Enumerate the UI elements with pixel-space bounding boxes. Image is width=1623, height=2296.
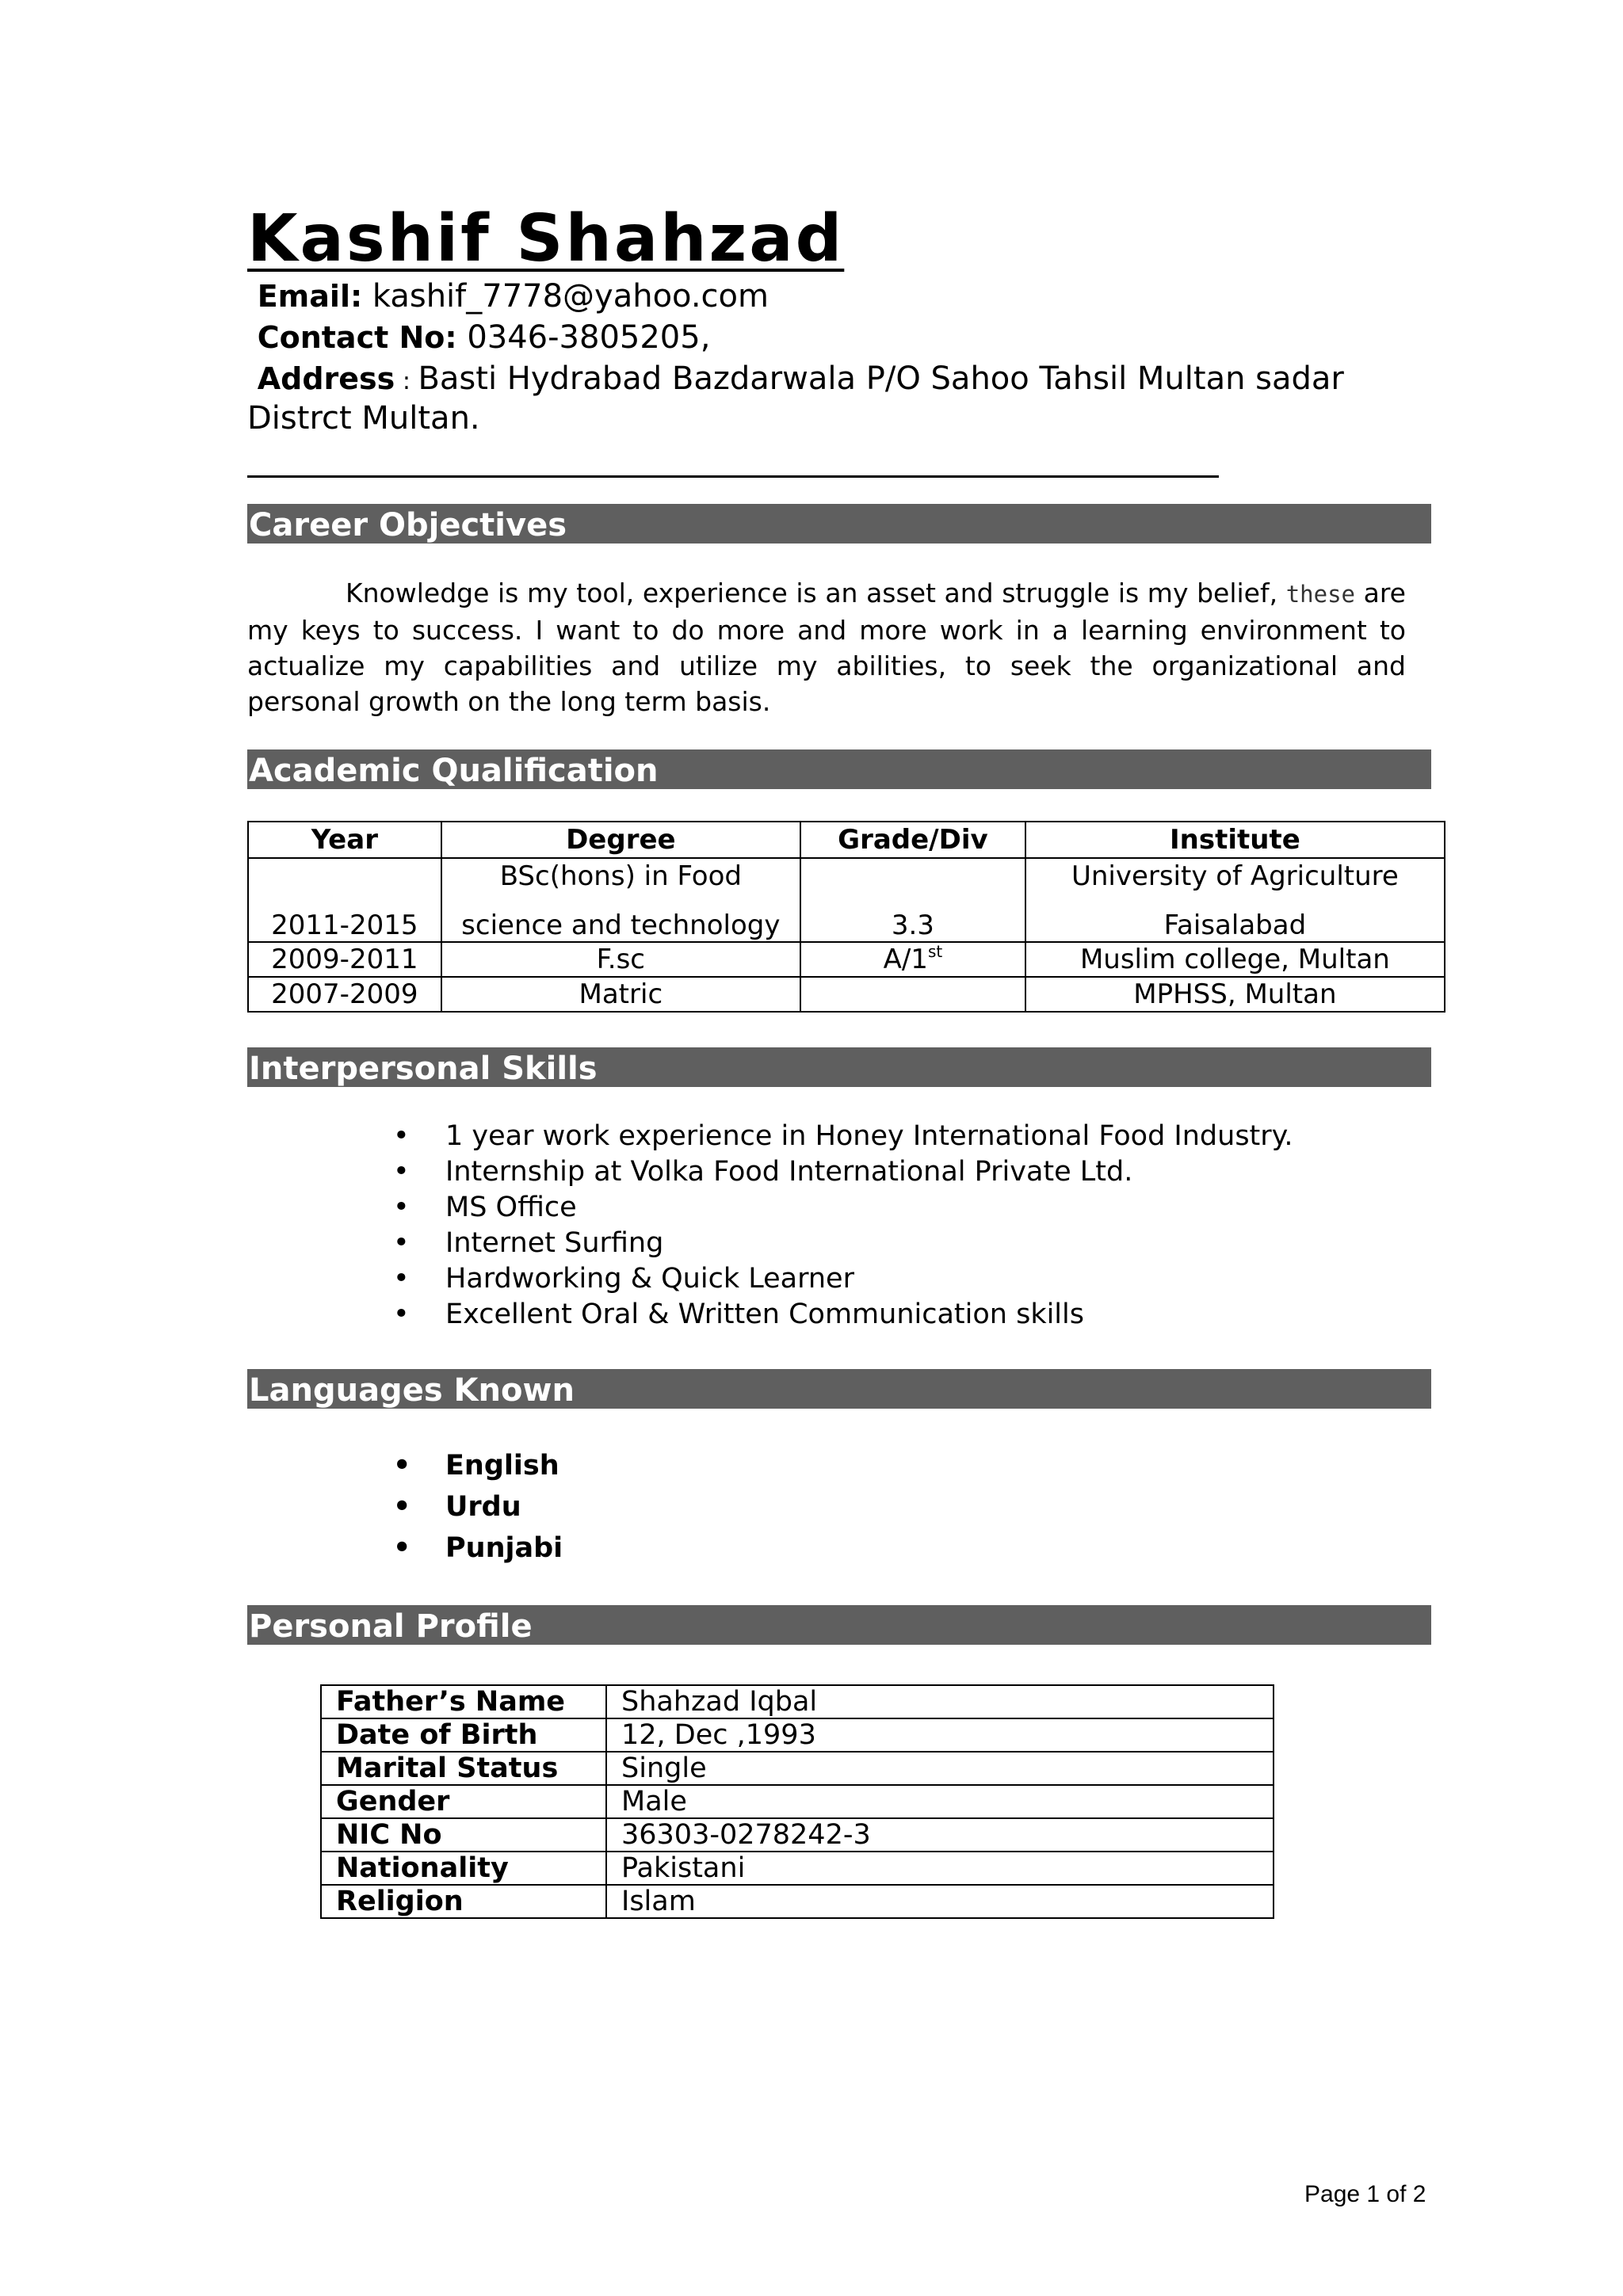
personal-profile-table [320,1684,1274,1919]
email-label: Email: [257,279,363,314]
academic-header-row [248,822,1445,858]
list-item: • Hardworking & Quick Learner [388,1261,1293,1297]
profile-key: Date of Birth [321,1718,606,1752]
address-line-1: Basti Hydrabad Bazdarwala P/O Sahoo Tahsil Multan sadar [418,360,1344,397]
address-label: Address [257,361,395,396]
table-row [321,1752,1274,1785]
table-row [321,1885,1274,1918]
academic-table [247,821,1445,1013]
list-item: • Punjabi [388,1527,563,1569]
grade-value: A/1 [883,944,928,975]
section-personal-profile: Personal Profile [247,1605,1431,1645]
table-row [321,1718,1274,1752]
address-line [247,358,1344,402]
email-value: kashif_7778@yahoo.com [372,278,769,315]
address-line-2: Distrct Multan. [247,400,480,437]
institute-cell: MPHSS, Multan [1025,977,1445,1012]
degree-cell [441,858,800,942]
degree-cell: Matric [441,977,800,1012]
languages-list [388,1445,563,1569]
profile-key: Gender [321,1785,606,1818]
year-cell: 2011-2015 [248,858,441,942]
profile-key: Religion [321,1885,606,1918]
degree-line-2: science and technology [461,910,781,941]
table-row [321,1785,1274,1818]
institute-cell [1025,858,1445,942]
list-item: • English [388,1445,563,1486]
objective-part-2: are my keys to success. I want to do more and more work in a learning environment to actualize my capabilities and utilize my abilities, to seek the organizational and personal growth on the long term basis. [247,578,1406,717]
profile-value: Islam [606,1885,1274,1918]
list-item: • 1 year work experience in Honey International Food Industry. [388,1119,1293,1154]
table-row [248,942,1445,977]
col-degree: Degree [441,822,800,858]
career-objective-text [247,575,1406,719]
profile-value: Shahzad Iqbal [606,1685,1274,1718]
profile-value: 12, Dec ,1993 [606,1718,1274,1752]
section-languages-known: Languages Known [247,1369,1431,1409]
grade-superscript: st [927,942,943,961]
profile-value: Male [606,1785,1274,1818]
table-row [321,1852,1274,1885]
skills-list [388,1119,1293,1333]
list-item: • MS Office [388,1190,1293,1226]
list-item: • Internship at Volka Food International Private Ltd. [388,1154,1293,1190]
profile-key: NIC No [321,1818,606,1852]
institute-cell: Muslim college, Multan [1025,942,1445,977]
list-item: • Urdu [388,1486,563,1527]
profile-value: 36303-0278242-3 [606,1818,1274,1852]
grade-cell: 3.3 [800,858,1025,942]
section-interpersonal-skills: Interpersonal Skills [247,1047,1431,1087]
col-grade: Grade/Div [800,822,1025,858]
institute-line-2: Faisalabad [1163,910,1307,941]
candidate-name: Kashif Shahzad [247,201,845,277]
degree-line-1: BSc(hons) in Food [499,860,742,892]
email-line [247,276,769,317]
list-item: • Internet Surfing [388,1226,1293,1261]
objective-part-1: Knowledge is my tool, experience is an asset and struggle is my belief, [346,578,1278,608]
table-row [248,977,1445,1012]
year-cell: 2009-2011 [248,942,441,977]
contact-label: Contact No: [257,320,457,355]
profile-key: Father’s Name [321,1685,606,1718]
col-year: Year [248,822,441,858]
col-institute: Institute [1025,822,1445,858]
objective-mono-word: these [1285,581,1355,608]
year-cell: 2007-2009 [248,977,441,1012]
grade-cell [800,942,1025,977]
section-career-objectives: Career Objectives [247,504,1431,543]
profile-key: Marital Status [321,1752,606,1785]
section-academic-qualification: Academic Qualification [247,749,1431,789]
grade-cell [800,977,1025,1012]
contact-line [247,317,710,358]
institute-line-1: University of Agriculture [1071,860,1399,892]
page-number: Page 1 of 2 [1304,2181,1426,2207]
address-separator: : [395,368,418,395]
table-row [321,1685,1274,1718]
profile-key: Nationality [321,1852,606,1885]
profile-value: Single [606,1752,1274,1785]
contact-value: 0346-3805205, [467,319,711,356]
profile-value: Pakistani [606,1852,1274,1885]
table-row [248,858,1445,942]
header-divider [247,475,1219,478]
degree-cell: F.sc [441,942,800,977]
list-item: • Excellent Oral & Written Communication skills [388,1297,1293,1333]
table-row [321,1818,1274,1852]
